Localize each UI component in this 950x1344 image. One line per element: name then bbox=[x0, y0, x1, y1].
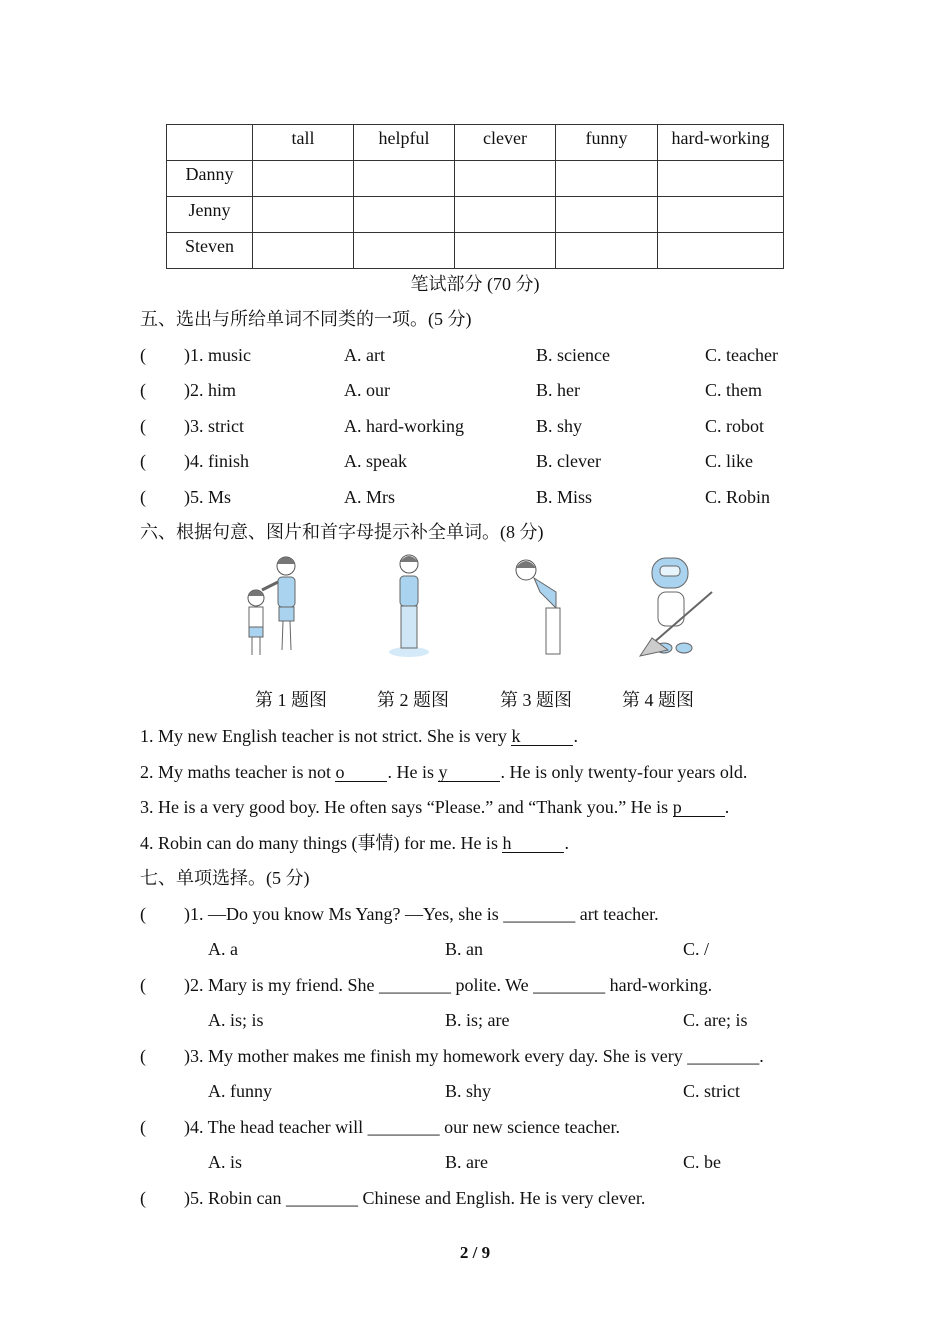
option-c: C. like bbox=[705, 451, 753, 471]
question-text: . bbox=[724, 797, 730, 817]
answer-paren[interactable]: ( bbox=[140, 1046, 146, 1066]
fill-question-2 bbox=[140, 761, 747, 783]
section-7-title: 七、单项选择。(5 分) bbox=[140, 868, 310, 888]
figure-3-bowing-boy bbox=[510, 552, 570, 662]
option-a[interactable]: A. funny bbox=[208, 1081, 272, 1101]
option-c: C. robot bbox=[705, 416, 765, 436]
option-a: A. hard-working bbox=[344, 416, 464, 436]
option-a: A. our bbox=[344, 380, 390, 400]
question-word: )4. finish bbox=[184, 451, 249, 471]
answer-blank[interactable]: h bbox=[502, 834, 564, 853]
figure-4-robot-sweeping bbox=[636, 552, 716, 662]
answer-blank[interactable]: y bbox=[438, 763, 500, 782]
fill-question-4 bbox=[140, 832, 569, 854]
answer-blank[interactable]: k bbox=[511, 727, 573, 746]
cell[interactable] bbox=[354, 233, 455, 269]
option-c: C. them bbox=[705, 380, 762, 400]
page-number: 2 / 9 bbox=[459, 1243, 491, 1262]
option-b: B. her bbox=[536, 380, 580, 400]
table-row bbox=[167, 161, 784, 197]
row-name: Jenny bbox=[167, 197, 253, 233]
answer-paren[interactable]: ( bbox=[140, 451, 146, 471]
option-c[interactable]: C. are; is bbox=[683, 1010, 748, 1030]
question-word: )3. strict bbox=[184, 416, 244, 436]
question-text: )1. —Do you know Ms Yang? —Yes, she is ________ art teacher. bbox=[184, 904, 659, 924]
option-a: A. speak bbox=[344, 451, 407, 471]
question-text: . He is bbox=[387, 762, 439, 782]
question-text: . bbox=[573, 726, 578, 746]
table-header-cell: tall bbox=[253, 125, 354, 161]
question-word: )2. him bbox=[184, 380, 236, 400]
cell[interactable] bbox=[556, 161, 658, 197]
answer-paren[interactable]: ( bbox=[140, 487, 146, 507]
figure-1-teacher-and-boy bbox=[238, 552, 308, 662]
question-text: . He is only twenty-four years old. bbox=[500, 762, 748, 782]
figure-caption: 第 3 题图 bbox=[500, 690, 572, 710]
cell[interactable] bbox=[253, 197, 354, 233]
written-section-title: 笔试部分 (70 分) bbox=[410, 274, 540, 294]
table-header-cell: helpful bbox=[354, 125, 455, 161]
cell[interactable] bbox=[253, 161, 354, 197]
option-a: A. art bbox=[344, 345, 385, 365]
cell[interactable] bbox=[658, 161, 784, 197]
option-b[interactable]: B. is; are bbox=[445, 1010, 510, 1030]
table-row bbox=[167, 197, 784, 233]
option-b[interactable]: B. shy bbox=[445, 1081, 492, 1101]
question-text: 2. My maths teacher is not bbox=[140, 762, 336, 782]
answer-paren[interactable]: ( bbox=[140, 345, 146, 365]
option-b[interactable]: B. an bbox=[445, 939, 483, 959]
question-text: 1. My new English teacher is not strict. She is very bbox=[140, 726, 512, 746]
fill-question-3 bbox=[140, 796, 729, 818]
answer-paren[interactable]: ( bbox=[140, 1188, 146, 1208]
table-header-cell bbox=[167, 125, 253, 161]
cell[interactable] bbox=[455, 161, 556, 197]
option-c[interactable]: C. strict bbox=[683, 1081, 740, 1101]
cell[interactable] bbox=[354, 197, 455, 233]
answer-paren[interactable]: ( bbox=[140, 975, 146, 995]
option-b[interactable]: B. are bbox=[445, 1152, 488, 1172]
cell[interactable] bbox=[253, 233, 354, 269]
figure-caption: 第 1 题图 bbox=[255, 690, 327, 710]
trait-table bbox=[166, 124, 784, 269]
question-word: )5. Ms bbox=[184, 487, 232, 507]
question-text: 3. He is a very good boy. He often says “Please.” and “Thank you.” He is bbox=[140, 797, 673, 817]
table-row bbox=[167, 233, 784, 269]
row-name: Danny bbox=[167, 161, 253, 197]
table-header-cell: hard-working bbox=[658, 125, 784, 161]
section-6-title: 六、根据句意、图片和首字母提示补全单词。(8 分) bbox=[140, 522, 544, 542]
option-c: C. Robin bbox=[705, 487, 771, 507]
cell[interactable] bbox=[455, 197, 556, 233]
cell[interactable] bbox=[556, 233, 658, 269]
question-word: )1. music bbox=[184, 345, 251, 365]
option-a[interactable]: A. a bbox=[208, 939, 238, 959]
answer-paren[interactable]: ( bbox=[140, 904, 146, 924]
answer-paren[interactable]: ( bbox=[140, 1117, 146, 1137]
option-c[interactable]: C. be bbox=[683, 1152, 721, 1172]
option-a[interactable]: A. is; is bbox=[208, 1010, 264, 1030]
option-a[interactable]: A. is bbox=[208, 1152, 243, 1172]
figure-2-young-teacher bbox=[383, 552, 433, 662]
cell[interactable] bbox=[658, 197, 784, 233]
answer-blank[interactable]: o bbox=[335, 763, 387, 782]
question-text: 4. Robin can do many things (事情) for me. He is bbox=[140, 833, 503, 853]
question-text: )4. The head teacher will ________ our new science teacher. bbox=[184, 1117, 620, 1137]
section-5-title: 五、选出与所给单词不同类的一项。(5 分) bbox=[140, 309, 472, 329]
cell[interactable] bbox=[455, 233, 556, 269]
question-text: )2. Mary is my friend. She ________ polite. We ________ hard-working. bbox=[184, 975, 713, 995]
option-b: B. science bbox=[536, 345, 610, 365]
answer-blank[interactable]: p bbox=[673, 798, 725, 817]
question-text: )3. My mother makes me finish my homework every day. She is very ________. bbox=[184, 1046, 764, 1066]
fill-question-1 bbox=[140, 725, 578, 747]
question-text: . bbox=[564, 833, 569, 853]
option-c: C. teacher bbox=[705, 345, 778, 365]
cell[interactable] bbox=[354, 161, 455, 197]
option-a: A. Mrs bbox=[344, 487, 396, 507]
figure-caption: 第 4 题图 bbox=[622, 690, 694, 710]
cell[interactable] bbox=[658, 233, 784, 269]
question-text: )5. Robin can ________ Chinese and English. He is very clever. bbox=[184, 1188, 646, 1208]
answer-paren[interactable]: ( bbox=[140, 380, 146, 400]
table-header-cell: clever bbox=[455, 125, 556, 161]
cell[interactable] bbox=[556, 197, 658, 233]
option-c[interactable]: C. / bbox=[683, 939, 710, 959]
option-b: B. clever bbox=[536, 451, 601, 471]
table-header-row bbox=[167, 125, 784, 161]
row-name: Steven bbox=[167, 233, 253, 269]
figure-caption: 第 2 题图 bbox=[377, 690, 449, 710]
answer-paren[interactable]: ( bbox=[140, 416, 146, 436]
option-b: B. shy bbox=[536, 416, 583, 436]
option-b: B. Miss bbox=[536, 487, 593, 507]
table-header-cell: funny bbox=[556, 125, 658, 161]
